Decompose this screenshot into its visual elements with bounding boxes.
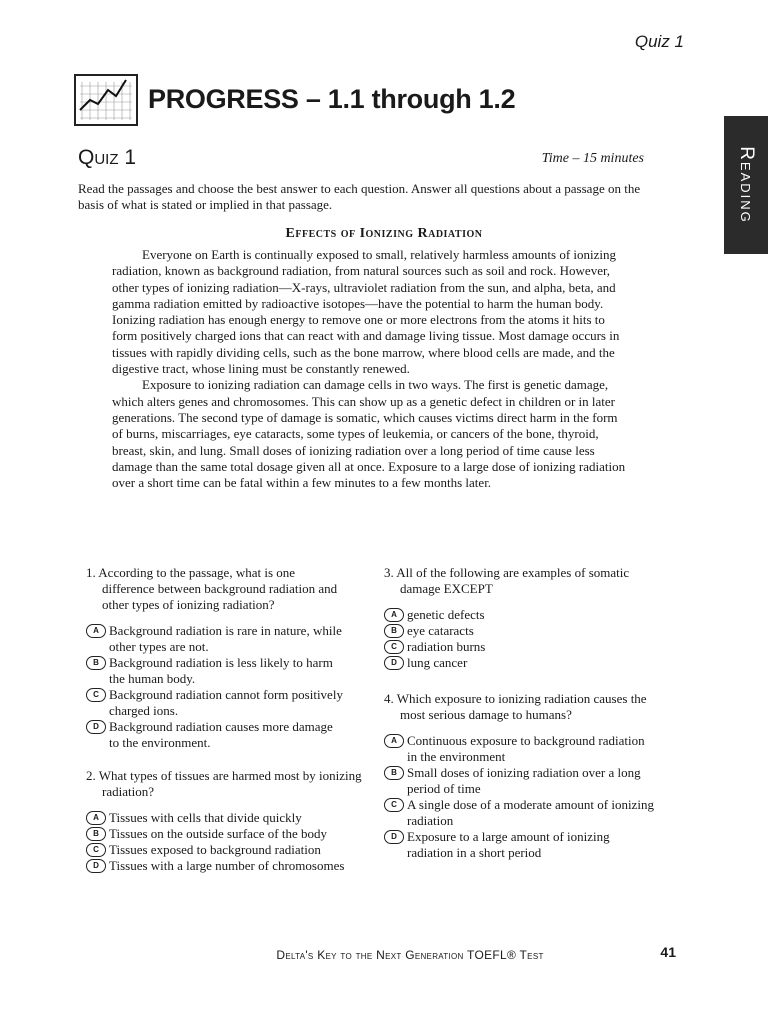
answer-option-c[interactable] bbox=[86, 842, 376, 858]
option-text: Tissues on the outside surface of the body bbox=[109, 826, 327, 841]
option-text: Exposure to a large amount of ionizing radiation in a short period bbox=[407, 829, 610, 860]
header-quiz-tag: Quiz 1 bbox=[634, 32, 684, 51]
answer-option-d[interactable] bbox=[384, 829, 654, 861]
option-text: eye cataracts bbox=[407, 623, 474, 638]
time-limit: Time – 15 minutes bbox=[541, 151, 644, 166]
option-letter-badge: D bbox=[86, 859, 106, 873]
option-text: Background radiation causes more damage to the environment. bbox=[109, 719, 333, 750]
page-title: PROGRESS – 1.1 through 1.2 bbox=[148, 84, 516, 114]
answer-option-b[interactable] bbox=[384, 765, 654, 797]
option-letter-badge: B bbox=[86, 656, 106, 670]
question-stem: 4. Which exposure to ionizing radiation causes the most serious damage to humans? bbox=[384, 691, 647, 722]
option-text: Small doses of ionizing radiation over a long period of time bbox=[407, 765, 641, 796]
option-text: Background radiation cannot form positively charged ions. bbox=[109, 687, 343, 718]
option-letter-badge: C bbox=[384, 798, 404, 812]
question-4 bbox=[384, 691, 654, 861]
option-letter-badge: D bbox=[384, 656, 404, 670]
option-letter-badge: A bbox=[384, 608, 404, 622]
option-letter-badge: B bbox=[384, 624, 404, 638]
reading-tab-label: Reading bbox=[736, 146, 757, 224]
option-letter-badge: C bbox=[86, 843, 106, 857]
passage-paragraph: Exposure to ionizing radiation can damage cells in two ways. The first is genetic damage, which alters genes and chromosomes. This can show up as a genetic defect in children or in later generations. The second type of damage is somatic, which causes victims direct harm in the form of burns, miscarriages, eye cataracts, some types of leukemia, or cancers of the bone, thyroid, breast, skin, and lung. Small doses of ionizing radiation over a long period of time cause less damage than the same total dosage given all at once. Exposure to a large dose of ionizing radiation over a short time can be fatal within a few minutes to a few months later. bbox=[112, 377, 626, 491]
option-letter-badge: B bbox=[86, 827, 106, 841]
answer-option-c[interactable] bbox=[384, 639, 654, 655]
answer-option-a[interactable] bbox=[86, 810, 376, 826]
option-letter-badge: A bbox=[384, 734, 404, 748]
question-3 bbox=[384, 565, 654, 671]
option-text: lung cancer bbox=[407, 655, 468, 670]
question-stem: 2. What types of tissues are harmed most by ionizing radiation? bbox=[86, 768, 362, 799]
passage-paragraph: Everyone on Earth is continually exposed to small, relatively harmless amounts of ionizing radiation, known as background radiation, from natural sources such as soil and rock. However, other types of ionizing radiation—X-rays, ultraviolet radiation from the sun, and alpha, beta, and gamma radiation emitted by radioactive isotopes—have the potential to harm the human body. Ionizing radiation has enough energy to remove one or more electrons from the atoms it hits to form positively charged ions that can react with and damage living tissue. Most damage occurs in tissues with rapidly dividing cells, such as the bone marrow, where blood cells are made, and the digestive tract, whose lining must be constantly renewed. bbox=[112, 247, 620, 377]
passage bbox=[112, 247, 628, 491]
option-text: Tissues with cells that divide quickly bbox=[109, 810, 302, 825]
option-text: radiation burns bbox=[407, 639, 486, 654]
passage-title: Effects of Ionizing Radiation bbox=[285, 226, 483, 241]
question-stem: 3. All of the following are examples of somatic damage EXCEPT bbox=[384, 565, 630, 596]
option-letter-badge: D bbox=[86, 720, 106, 734]
answer-option-b[interactable] bbox=[86, 826, 376, 842]
instructions: Read the passages and choose the best answer to each question. Answer all questions about a passage on the basis of what is stated or implied in that passage. bbox=[78, 181, 641, 212]
page-number: 41 bbox=[660, 944, 676, 960]
option-letter-badge: A bbox=[86, 624, 106, 638]
answer-option-d[interactable] bbox=[384, 655, 654, 671]
option-text: Background radiation is less likely to harm the human body. bbox=[109, 655, 333, 686]
option-letter-badge: D bbox=[384, 830, 404, 844]
option-text: Tissues with a large number of chromosomes bbox=[109, 858, 345, 873]
answer-option-d[interactable] bbox=[86, 858, 376, 874]
answer-option-b[interactable] bbox=[384, 623, 654, 639]
option-text: Tissues exposed to background radiation bbox=[109, 842, 321, 857]
option-letter-badge: C bbox=[86, 688, 106, 702]
answer-option-a[interactable] bbox=[384, 733, 654, 765]
option-text: Background radiation is rare in nature, while other types are not. bbox=[109, 623, 342, 654]
option-letter-badge: A bbox=[86, 811, 106, 825]
quiz-label: Quiz 1 bbox=[78, 146, 137, 169]
option-text: genetic defects bbox=[407, 607, 485, 622]
option-text: A single dose of a moderate amount of ionizing radiation bbox=[407, 797, 654, 828]
question-stem: 1. According to the passage, what is one difference between background radiation and other types of ionizing radiation? bbox=[86, 565, 338, 612]
answer-option-a[interactable] bbox=[86, 623, 346, 655]
option-letter-badge: C bbox=[384, 640, 404, 654]
answer-option-c[interactable] bbox=[384, 797, 654, 829]
option-text: Continuous exposure to background radiation in the environment bbox=[407, 733, 645, 764]
answer-option-c[interactable] bbox=[86, 687, 346, 719]
question-2 bbox=[86, 768, 376, 874]
progress-chart-icon bbox=[74, 74, 138, 126]
answer-option-a[interactable] bbox=[384, 607, 654, 623]
answer-option-d[interactable] bbox=[86, 719, 346, 751]
footer-book-title: Delta's Key to the Next Generation TOEFL® Test bbox=[276, 948, 544, 962]
answer-option-b[interactable] bbox=[86, 655, 346, 687]
question-1 bbox=[86, 565, 346, 751]
option-letter-badge: B bbox=[384, 766, 404, 780]
